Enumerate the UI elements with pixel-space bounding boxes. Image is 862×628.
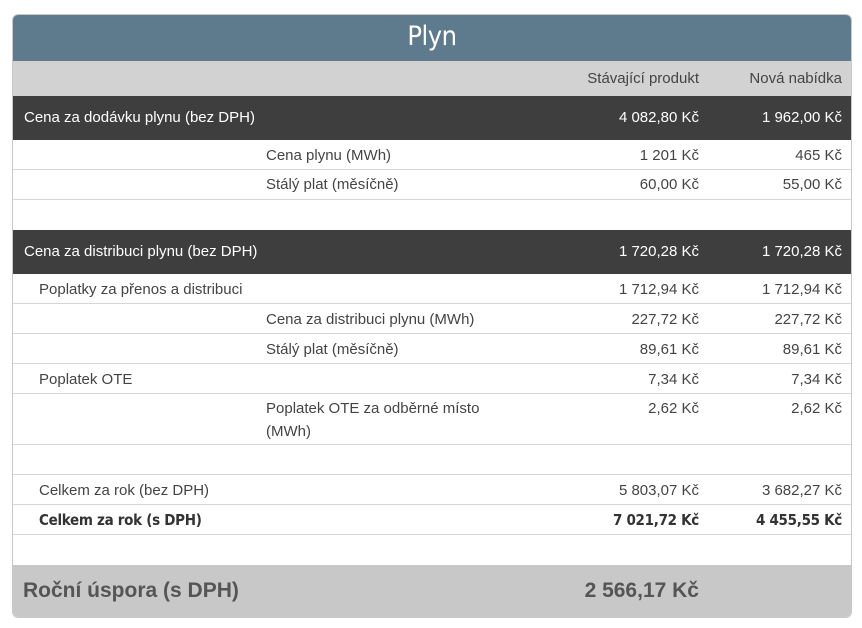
column-header-row [13,61,851,96]
annual-savings-value: 2 566,17 Kč [584,579,699,602]
distribution-fixed-fee-current: 89,61 Kč [639,341,699,358]
gas-price-current: 1 201 Kč [639,147,699,164]
distribution-price-offer: 1 720,28 Kč [761,243,842,260]
total-without-vat-label: Celkem za rok (bez DPH) [39,482,210,499]
distribution-fixed-fee-row [13,334,851,364]
distribution-price-row [13,230,851,274]
ote-fee-current: 7,34 Kč [648,371,699,388]
column-header-offer: Nová nabídka [749,70,842,87]
total-without-vat-offer: 3 682,27 Kč [761,482,842,499]
distribution-mwh-row [13,304,851,334]
distribution-mwh-current: 227,72 Kč [631,311,699,328]
supply-price-offer: 1 962,00 Kč [761,109,842,126]
annual-savings-bar [13,565,851,617]
gas-price-label: Cena plynu (MWh) [266,147,392,164]
total-with-vat-offer: 4 455,55 Kč [755,511,842,529]
distribution-price-label: Cena za distribuci plynu (bez DPH) [24,243,258,260]
total-without-vat-current: 5 803,07 Kč [618,482,699,499]
total-with-vat-current: 7 021,72 Kč [612,511,699,529]
total-with-vat-row [13,505,851,535]
distribution-fixed-fee-label: Stálý plat (měsíčně) [266,341,399,358]
supply-fixed-fee-offer: 55,00 Kč [782,176,842,193]
total-without-vat-row [13,475,851,505]
ote-fee-offer: 7,34 Kč [791,371,842,388]
ote-point-fee-offer: 2,62 Kč [791,400,842,417]
ote-fee-row [13,364,851,393]
card-title: Plyn [13,15,851,61]
annual-savings-label: Roční úspora (s DPH) [23,579,239,602]
transmission-fees-label: Poplatky za přenos a distribuci [39,281,243,298]
ote-point-fee-current: 2,62 Kč [648,400,699,417]
distribution-mwh-label: Cena za distribuci plynu (MWh) [266,311,475,328]
supply-fixed-fee-row [13,170,851,200]
distribution-mwh-offer: 227,72 Kč [774,311,842,328]
distribution-fixed-fee-offer: 89,61 Kč [782,341,842,358]
spacer-row [13,200,851,230]
transmission-fees-current: 1 712,94 Kč [618,281,699,298]
distribution-price-current: 1 720,28 Kč [618,243,699,260]
ote-fee-label: Poplatek OTE [39,371,133,388]
supply-price-row [13,96,851,140]
ote-point-fee-row [13,393,851,445]
supply-price-current: 4 082,80 Kč [618,109,699,126]
gas-comparison-card [12,14,852,618]
supply-fixed-fee-current: 60,00 Kč [639,176,699,193]
spacer-row [13,445,851,475]
ote-point-fee-label-line1: Poplatek OTE za odběrné místo [266,400,480,417]
ote-point-fee-label-line2: (MWh) [266,423,311,440]
transmission-fees-row [13,274,851,304]
gas-price-row [13,140,851,170]
supply-price-label: Cena za dodávku plynu (bez DPH) [24,109,255,126]
gas-price-offer: 465 Kč [795,147,842,164]
column-header-current: Stávající produkt [587,70,699,87]
transmission-fees-offer: 1 712,94 Kč [761,281,842,298]
supply-fixed-fee-label: Stálý plat (měsíčně) [266,176,399,193]
total-with-vat-label: Celkem za rok (s DPH) [39,511,202,529]
